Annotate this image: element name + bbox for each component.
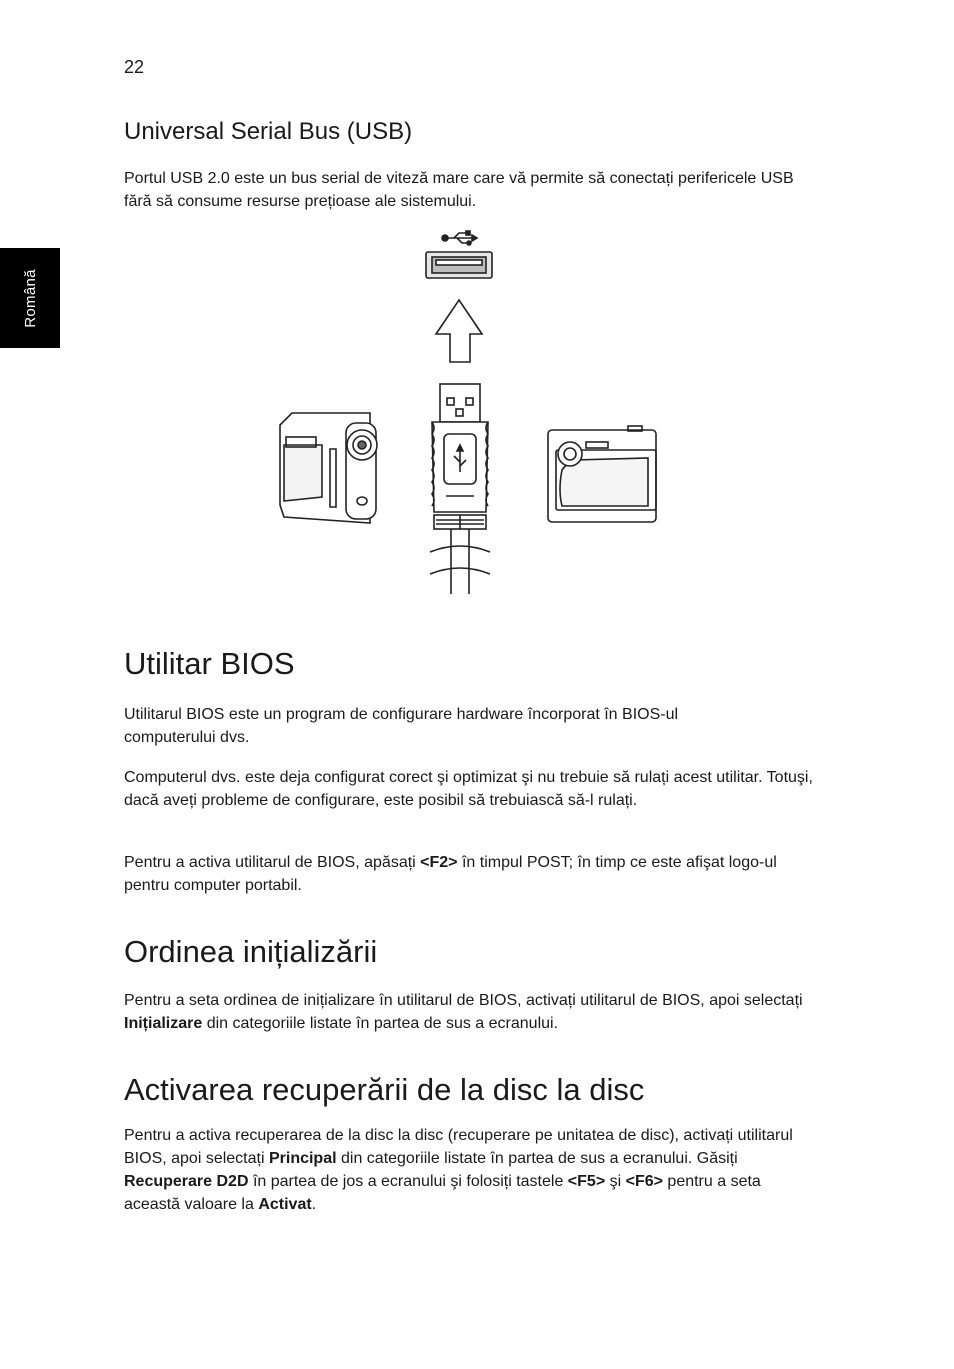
bios-paragraph-2: Computerul dvs. este deja configurat corect şi optimizat şi nu trebuie să rulați acest utilitar. Totuşi, dacă aveți probleme de configurare, este posibil să trebuiască să-l rulați. [124,769,813,809]
d2d-bold-principal: Principal [268,1150,337,1167]
up-arrow-icon [436,300,482,362]
usb-plug-icon [430,384,490,594]
usb-paragraph: Portul USB 2.0 este un bus serial de viteză mare care vă permite să conectați perifericele USB fără să consume resurse prețioase ale sistemului. [124,170,794,210]
usb-heading: Universal Serial Bus (USB) [124,118,413,145]
language-tab [0,248,60,348]
boot-order-bold-initializare: Inițializare [124,1015,203,1032]
usb-symbol-icon [442,231,477,245]
camcorder-icon [274,405,389,535]
usb-port-icon [426,252,492,278]
d2d-text-e: pentru a seta această valoare la [124,1173,761,1213]
bios-heading: Utilitar BIOS [124,646,295,681]
boot-order-paragraph [124,989,814,1035]
d2d-bold-activat: Activat [258,1196,312,1213]
boot-order-text-a: Pentru a seta ordinea de inițializare în utilitarul de BIOS, activați utilitarul de BIOS, apoi selectați [124,992,803,1009]
boot-order-text-b: din categoriile listate în partea de sus a ecranului. [202,1015,559,1032]
d2d-paragraph [124,1124,814,1216]
d2d-text-a: Pentru a activa recuperarea de la disc la disc (recuperare pe unitatea de disc), activați utilitarul BIOS, apoi selectați [124,1127,793,1167]
bios-paragraph-3 [124,851,814,897]
key-f2: <F2> [420,854,458,871]
bios-paragraph-3-text-a: Pentru a activa utilitarul de BIOS, apăsați [124,854,421,871]
d2d-text-b: din categoriile listate în partea de sus a ecranului. Găsiți [336,1150,738,1167]
page-number: 22 [124,57,145,77]
language-tab-label: Română [21,268,39,328]
d2d-bold-recuperare: Recuperare D2D [124,1173,249,1190]
key-f6: <F6> [625,1173,663,1190]
boot-order-heading: Ordinea inițializării [124,934,378,969]
d2d-text-d: şi [605,1173,626,1190]
d2d-text-f: . [311,1196,317,1213]
digital-camera-icon [544,420,664,530]
bios-paragraph-3-text-b: în timpul POST; în timp ce este afişat logo-ul pentru computer portabil. [124,854,777,894]
d2d-heading: Activarea recuperării de la disc la disc [124,1072,645,1107]
key-f5: <F5> [567,1173,606,1190]
d2d-text-c: în partea de jos a ecranului şi folosiți tastele [248,1173,568,1190]
bios-paragraph-1: Utilitarul BIOS este un program de configurare hardware încorporat în BIOS-ul computerului dvs. [124,706,679,746]
